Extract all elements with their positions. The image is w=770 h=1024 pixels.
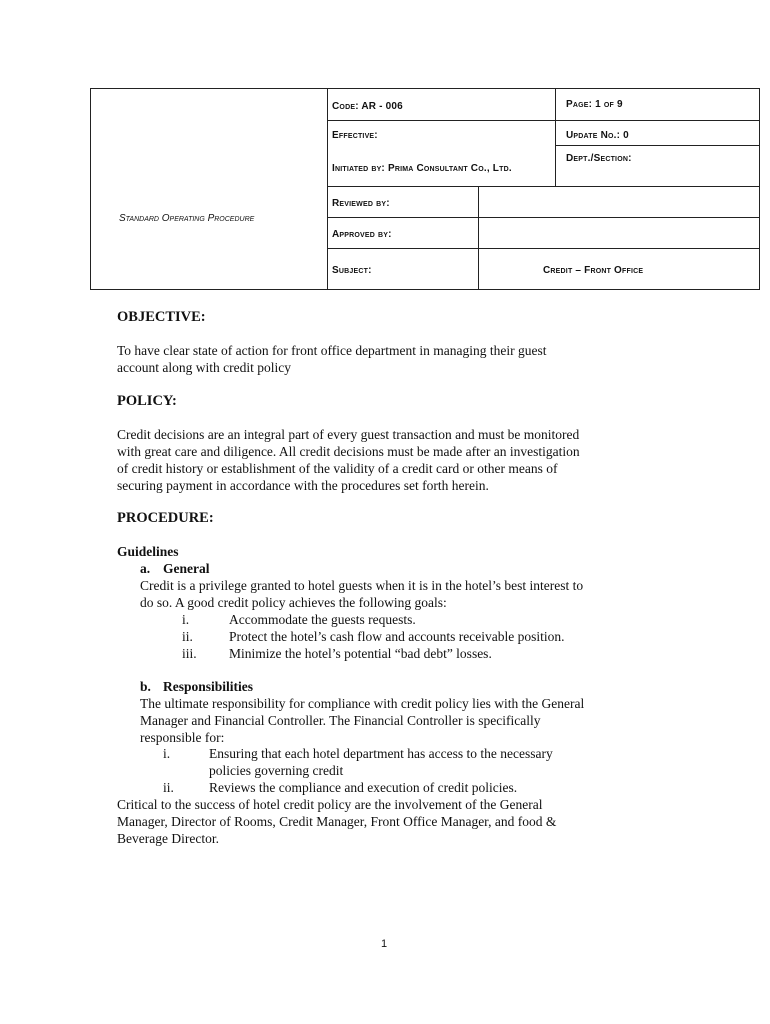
divider	[328, 186, 759, 187]
divider	[478, 187, 479, 289]
divider	[555, 89, 556, 187]
list-number: ii.	[182, 629, 193, 644]
general-line: Credit is a privilege granted to hotel guests when it is in the hotel’s best interest to	[140, 578, 584, 593]
objective-heading: OBJECTIVE:	[117, 309, 206, 325]
divider	[328, 248, 759, 249]
effective-field: Effective:	[332, 130, 378, 141]
procedure-heading: PROCEDURE:	[117, 510, 214, 526]
responsibilities-line: Manager and Financial Controller. The Financial Controller is specifically	[140, 713, 541, 728]
subject-label: Subject:	[332, 265, 372, 276]
update-no-field: Update No.: 0	[566, 130, 629, 141]
closing-line: Beverage Director.	[117, 831, 219, 846]
responsibilities-line: responsible for:	[140, 730, 225, 745]
list-item-continued: policies governing credit	[209, 763, 344, 778]
list-item: Accommodate the guests requests.	[229, 612, 416, 627]
divider	[328, 217, 759, 218]
divider	[328, 120, 759, 121]
general-heading: General	[163, 561, 210, 576]
objective-line: account along with credit policy	[117, 360, 291, 375]
section-marker: b.	[140, 679, 151, 694]
page-field: Page: 1 of 9	[566, 99, 623, 110]
page-number: 1	[381, 938, 388, 950]
list-item: Minimize the hotel’s potential “bad debt” losses.	[229, 646, 492, 661]
general-line: do so. A good credit policy achieves the following goals:	[140, 595, 447, 610]
policy-line: of credit history or establishment of the validity of a credit card or other means of	[117, 461, 558, 476]
section-marker: a.	[140, 561, 151, 576]
closing-line: Critical to the success of hotel credit policy are the involvement of the General	[117, 797, 543, 812]
list-item: Ensuring that each hotel department has access to the necessary	[209, 746, 553, 761]
closing-line: Manager, Director of Rooms, Credit Manager, Front Office Manager, and food &	[117, 814, 557, 829]
code-field: Code: AR - 006	[332, 101, 403, 112]
divider	[556, 145, 759, 146]
policy-line: Credit decisions are an integral part of every guest transaction and must be monitored	[117, 427, 580, 442]
guidelines-heading: Guidelines	[117, 544, 179, 559]
list-number: ii.	[163, 780, 174, 795]
dept-section-field: Dept./Section:	[566, 153, 632, 164]
responsibilities-heading: Responsibilities	[163, 679, 254, 694]
responsibilities-line: The ultimate responsibility for compliance with credit policy lies with the General	[140, 696, 585, 711]
list-number: i.	[163, 746, 171, 761]
subject-value: Credit – Front Office	[543, 265, 644, 276]
approved-by-field: Approved by:	[332, 229, 392, 240]
initiated-by-field: Initiated by: Prima Consultant Co., Ltd.	[332, 163, 512, 174]
sop-header-table	[90, 88, 760, 290]
list-number: iii.	[182, 646, 197, 661]
list-item: Protect the hotel’s cash flow and accounts receivable position.	[229, 629, 565, 644]
objective-line: To have clear state of action for front office department in managing their guest	[117, 343, 547, 358]
policy-heading: POLICY:	[117, 393, 177, 409]
divider	[327, 89, 328, 289]
policy-line: with great care and diligence. All credit decisions must be made after an investigation	[117, 444, 580, 459]
sop-title: Standard Operating Procedure	[119, 213, 255, 224]
reviewed-by-field: Reviewed by:	[332, 198, 390, 209]
policy-line: securing payment in accordance with the procedures set forth herein.	[117, 478, 489, 493]
list-item: Reviews the compliance and execution of credit policies.	[209, 780, 518, 795]
list-number: i.	[182, 612, 190, 627]
